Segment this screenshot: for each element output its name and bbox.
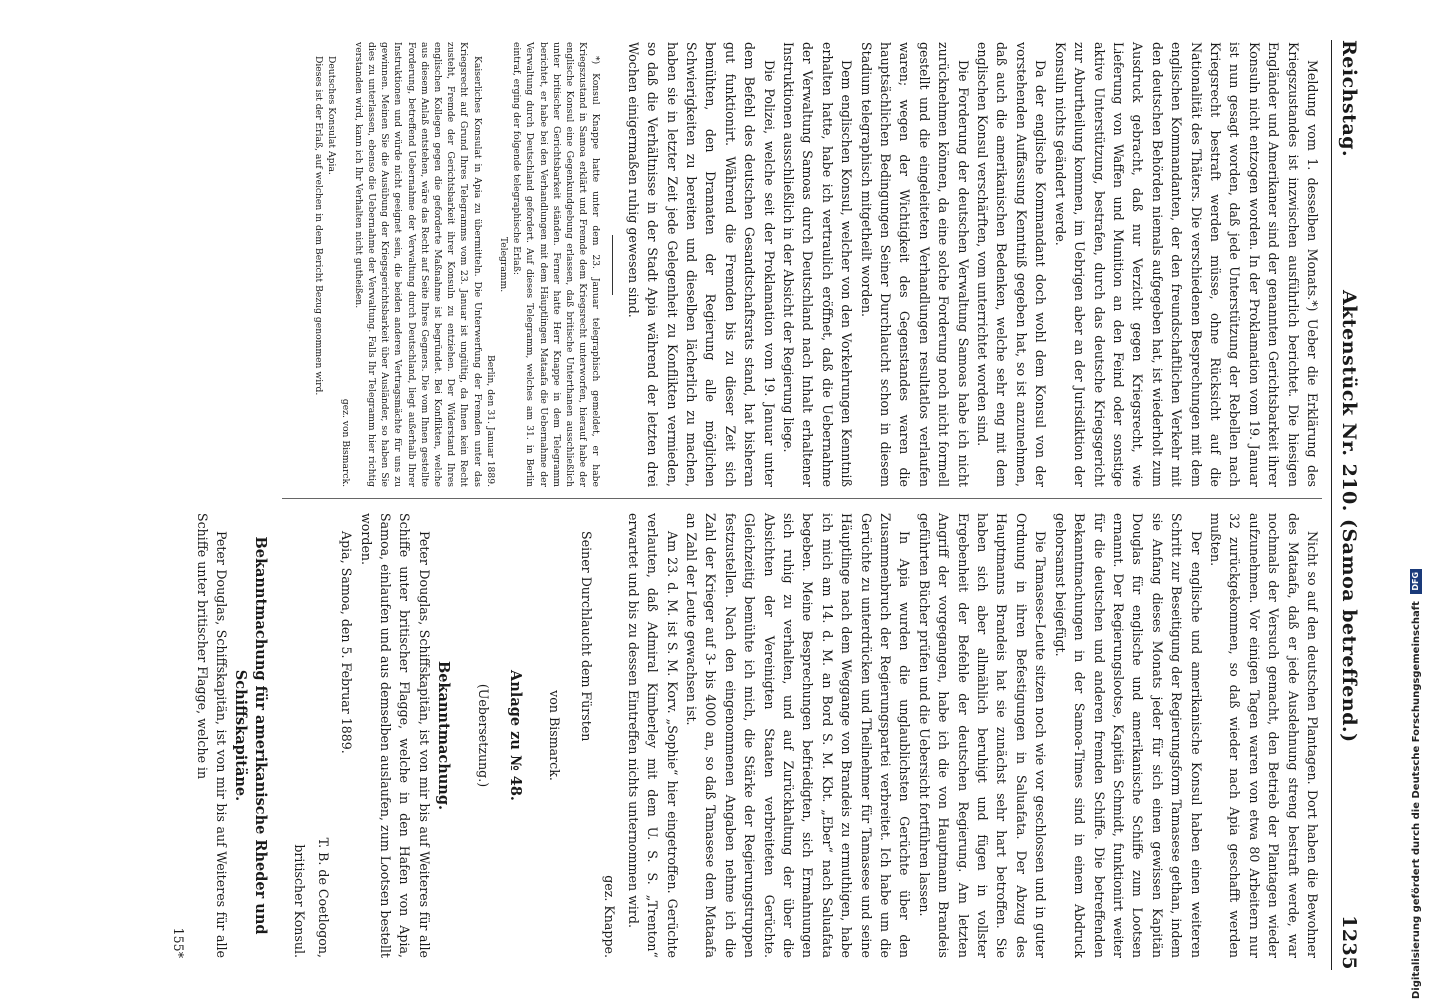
page-footer: 155*: [171, 927, 187, 958]
header-left: Reichstag.: [1338, 40, 1360, 158]
telegram-dateline: Berlin, den 31. Januar 1889.: [484, 355, 496, 487]
paragraph: Am 23. d. M. ist S. M. Korv. „Sophie“ hier eingetroffen. Gerüchte verlauten, daß Admiral Kimberley mit dem U. S. S. „Trenton“ erwartet und bis zu dessen Eintreffen nichts unternommen wird.: [625, 513, 680, 958]
telegram-text: Kaiserliches Konsulat in Apia zu übermitteln. Die Unterwerfung der Fremden unter das Kriegsrecht auf Grund Ihres Telegramms vom 23. Januar ist ungültig, da Ihnen kein Recht zusteht, Fremde der Gerichtsbarkeit ihrer Konsuln zu entziehen. Der Widerstand Ihres englischen Kollegen gegen die geforderte Maßnahme ist begründet. Bei Konflikten, welche aus diesem Anlaß entstehen, wäre das Recht auf Seite Ihres Gegners. Die vom Ihnen gestellte Forderung, betreffend Uebernahme der Verwaltung durch Deutschland, liegt außerhalb Ihrer Instruktionen und würde nicht geeignet sein, die beiden anderen Vertragsmächte für uns zu gewinnen. Meinen Sie die Ausübung der Kriegsgerichtsbarkeit über Ausländer, so haben Sie dies zu unterlassen, ebenso die Uebernahme der Verwaltung. Falls Ihr Telegramm hier richtig verstanden wird, kann ich Ihr Verhalten nicht gutheißen.: [352, 42, 483, 487]
notice-signature: T. B. de Coetlogon,: [315, 837, 331, 958]
header-title: Aktenstück Nr. 210. (Samoa betreffend.): [1338, 290, 1360, 743]
notice-title: Bekanntmachung für amerikanische Rheder und Schiffskapitäne.: [232, 536, 269, 935]
notice-role: britischer Konsul.: [292, 844, 308, 958]
paragraph: Der englische und amerikanische Konsul haben einen weiteren Schritt zur Beseitigung der Regierungsform Tamasese gethan, indem sie Anfang dieses Monats jeder für sich einen gewissen Kapitän Douglas für englische und amerikanische Schiffe zum Lootsen ernannt. Der Regierungslootse, Kapitän Schmidt, funktionirt weiter für die deutschen und anderen fremden Schiffe. Die betreffenden Bekanntmachungen in der Samoa-Times sind in einem Abdruck gehorsamst beigefügt.: [1052, 513, 1204, 958]
dfg-logo-icon: DFG: [1410, 569, 1422, 594]
paragraph: Dem englischen Konsul, welcher von den Vorkehrungen Kenntniß erhalten hatte, habe ich vertraulich eröffnet, daß die Uebernahme der Verwaltung Samoas durch Deutschland nach Inhalt erhaltener Instruktionen ausschließlich in der Absicht der Regierung liege.: [781, 42, 855, 487]
sidebar-text: Digitalisierung gefördert durch die Deutsche Forschungsgemeinschaft: [1411, 601, 1422, 999]
address: Seiner Durchlaucht dem Fürsten: [578, 531, 594, 742]
paragraph: In Apia wurden die unglaublichsten Gerüchte über den Zusammenbruch der Regierungspartei verbreitet. Ich habe um die Gerüchte zu unterdrücken und Theilnehmer für Tamasese und seine Häuptlinge nach dem Weggange von Brandeis zu ermuthigen, habe ich mich am 14. d. M. an Bord S. M. Kbt. „Eber“ nach Saluafata begeben. Meine Besprechungen befriedigten, sich Ermahnungen sich ruhig zu verhalten, und auf Zurückhaltung der über die Absichten der Vereinigten Staaten verbreiteten Gerüchte. Gleichzeitig bemühte ich mich, die Stärke der Regierungstruppen festzustellen. Nach den eingenommenen Angaben nehme ich die Zahl der Krieger auf 3- bis 4000 an, so daß Tamasese dem Mataafa an Zahl der Leute gewachsen ist.: [684, 513, 913, 958]
page-header: [1331, 40, 1362, 970]
notice-text: Peter Douglas, Schiffskapitän, ist von mir bis auf Weiteres für alle Schiffe unter britischer Flagge, welche in: [194, 513, 230, 958]
annex-subtitle: (Uebersetzung.): [475, 683, 491, 788]
telegram-heading: Telegramm.: [497, 236, 509, 293]
notice-title: Bekanntmachung.: [435, 660, 453, 811]
closing-line: Deutsches Konsulat Apia.: [326, 56, 338, 175]
paragraph: Die Forderung der deutschen Verwaltung Samoas habe ich nicht zurücknehmen können, da eine solche Forderung noch nicht formell gestellt und die eingeleiteten Verhandlungen resultatlos verlaufen waren; wegen der Wichtigkeit des Gegenstandes waren die hauptsächlichen Bedingungen Seiner Durchlaucht schon in diesem Stadium telegraphisch mitgetheilt worden.: [858, 42, 971, 487]
paragraph: Die Tamasese-Leute sitzen noch wie vor geschlossen und in guter Ordnung in ihren Befestigungen in Saluafata. Der Abzug des Hauptmanns Brandeis hat sie zunächst sehr hart betroffen. Sie haben sich aber allmählich beruhigt und fügen in vollster Ergebenheit der Befehle der deutschen Regierung. Am letzten Angriff der vorgegangen, habe ich die von Hauptmann Brandeis geführten Bücher prüfen und die Uebersicht fortführen lassen.: [916, 513, 1049, 958]
page-number: 1235: [1338, 915, 1360, 970]
closing-line: Dieses ist der Erlaß, auf welchen in dem Bericht Bezug genommen wird.: [313, 56, 325, 396]
signature: gez. Knappe.: [602, 875, 618, 958]
address-name: von Bismarck.: [546, 690, 562, 781]
divider: [612, 235, 613, 295]
paragraph: Nicht so auf den deutschen Plantagen. Dort haben die Bewohner des Mataafa, daß er jede Ausdehnung streng bestraft werde, war nochmals der Versuch gemacht, den Betrieb der Plantagen wieder aufzunehmen. Vor einigen Tagen waren von etwa 80 Arbeitern nur 32 zurückgekommen, so daß wieder nach Apia geschafft werden mußten.: [1207, 513, 1320, 958]
paragraph: Da der englische Kommandant doch wohl dem Konsul von der vorstehenden Auffassung Kenntniß gegeben hat, so ist anzunehmen, daß auch die amerikanischen Bedenken, welche sehr eng mit dem englischen Konsul verschärften, vom unterrichtet worden sind.: [975, 42, 1049, 487]
notice-text: Peter Douglas, Schiffskapitän, ist von mir bis auf Weiteres für alle Schiffe unter britischer Flagge, welche in den Hafen von Apia, Samoa, einlaufen und aus demselben auslaufen, zum Lootsen bestellt worden.: [358, 513, 432, 958]
annex-title: Anlage zu № 48.: [506, 670, 524, 801]
sidebar-text-wrap: [1405, 1, 1429, 999]
notice-dateline: Apia, Samoa, den 5. Februar 1889.: [339, 531, 355, 754]
paragraph: Die Polizei, welche seit der Proklamation vom 19. Januar unter dem Befehl des deutschen Gesandtschaftsrats stand, hat bisheran gut funktionirt. Während die Fremden bis zu dieser Zeit sich bemühten, den Dramaten der Regierung alle möglichen Schwierigkeiten zu bereiten und dieselben lächerlich zu machen, haben sie in letzter Zeit jede Gelegenheit zu Konflikten vermieden, so daß die Verhältnisse in der Stadt Apia während der letzten drei Wochen einigermaßen ruhig gewesen sind.: [625, 42, 777, 487]
left-column: [272, 42, 1322, 487]
footnote: *) Konsul Knappe hatte unter dem 23. Januar telegraphisch gemeldet, er habe Kriegszustand in Samoa erklärt und Fremde dem Kriegsrecht unterworfen, hierauf habe der englische Konsul eine Gegenkundgebung erlassen, daß britische Unterthanen ausschließlich unter britischer Gerichtsbarkeit ständen. Ferner hatte Herr Knappe in dem Telegramm berichtet, er habe bei den Verhandlungen mit dem Häuptlingen Mataafa die Uebernahme der Verwaltung durch Deutschland gefordert. Auf dieses Telegramm, welches am 31. in Berlin eintraf, erging der folgende telegraphische Erlaß:: [511, 42, 602, 487]
digitization-sidebar: [1405, 1, 1429, 999]
right-column: [171, 513, 1322, 958]
paragraph: Meldung vom 1. desselben Monats.*) Ueber die Erklärung des Kriegszustandes ist inzwischen ausführlich berichtet. Die hiesigen Engländer und Amerikaner sind der genannten Gerichtsbarkeit ihrer Konsuln nicht entzogen worden. In der Proklamation vom 19. Januar ist nun gesagt worden, daß jede Unterstützung der Rebellen nach Kriegsrecht bestraft werden müsse, ohne Rücksicht auf die Nationalität des Thäters. Die verschiedenen Besprechungen mit dem englischen Kommandanten, der den freundschaftlichen Verkehr mit den deutschen Behörden niemals aufgegeben hat, ist wiederholt zum Ausdruck gebracht, daß nur Verzicht gegen Kriegsrecht, wie Lieferung von Waffen und Munition an den Feind oder sonstige aktive Unterstützung, bestrafen, durch das deutsche Kriegsgericht zur Aburtheilung kommen, im Uebrigen aber an der Jurisdiktion der Konsuln nichts geändert werde.: [1052, 42, 1320, 487]
telegram-signature: gez. von Bismarck.: [339, 398, 351, 487]
column-separator: [282, 498, 1322, 499]
